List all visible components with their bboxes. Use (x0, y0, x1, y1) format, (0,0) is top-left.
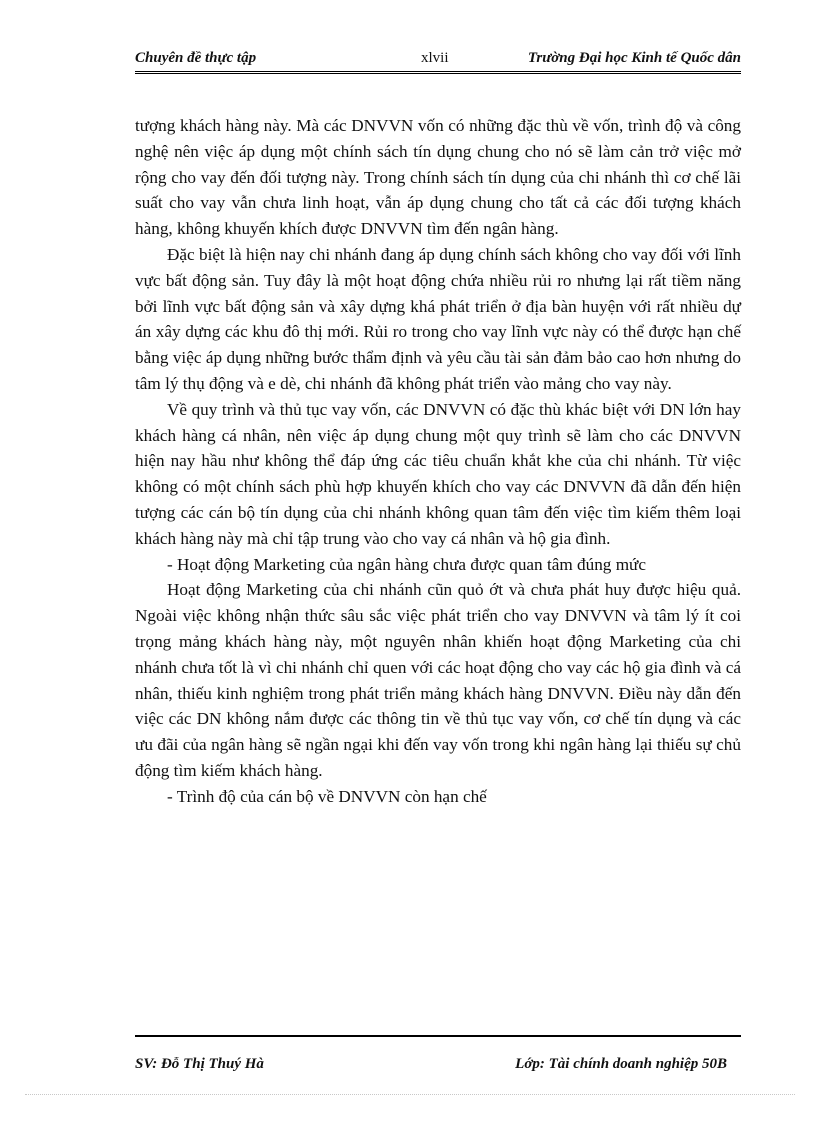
footer-divider (135, 1035, 741, 1037)
paragraph-marketing: Hoạt động Marketing của chi nhánh cũn quỏ ớt và chưa phát huy được hiệu quả. Ngoài việc không nhận thức sâu sắc việc phát triển cho vay DNVVN và tâm lý ít coi trọng mảng khách hàng này, một nguyên nhân khiến hoạt động Marketing của chi nhánh chưa tốt là vì chi nhánh chỉ quen với các hoạt động cho vay các hộ gia đình và cá nhân, thiếu kinh nghiệm trong phát triển mảng khách hàng DNVVN. Điều này dẫn đến việc các DN không nắm được các thông tin về thủ tục vay vốn, cơ chế tín dụng và các ưu đãi của ngân hàng sẽ ngần ngại khi đến vay vốn trong khi ngân hàng lại thiếu sự chủ động tìm kiếm khách hàng. (135, 580, 741, 780)
page-bottom-dotted-line (25, 1094, 795, 1095)
page-header (135, 46, 741, 70)
header-university: Trường Đại học Kinh tế Quốc dân (527, 50, 741, 66)
page-footer (135, 1056, 741, 1078)
bullet-staff-heading: - Trình độ của cán bộ về DNVVN còn hạn chế (167, 786, 487, 806)
footer-student-name: SV: Đỗ Thị Thuý Hà (135, 1056, 264, 1072)
paragraph-real-estate: Đặc biệt là hiện nay chi nhánh đang áp dụng chính sách không cho vay đối với lĩnh vực bất động sản. Tuy đây là một hoạt động chứa nhiều rủi ro nhưng lại rất tiềm năng bởi lĩnh vực bất động sản và xây dựng khá phát triển ở địa bàn huyện với rất nhiều dự án xây dựng các khu đô thị mới. Rủi ro trong cho vay lĩnh vực này có thể được hạn chế bằng việc áp dụng những bước thẩm định và yêu cầu tài sản đảm bảo cao hơn nhưng do tâm lý thụ động và e dè, chi nhánh đã không phát triển vào mảng cho vay này. (135, 244, 741, 393)
bullet-marketing-heading: - Hoạt động Marketing của ngân hàng chưa được quan tâm đúng mức (167, 554, 647, 574)
header-report-title: Chuyên đề thực tập (135, 50, 257, 66)
paragraph-continuation: tượng khách hàng này. Mà các DNVVN vốn có những đặc thù về vốn, trình độ và công nghệ nên việc áp dụng một chính sách tín dụng chung cho nó sẽ làm cản trở việc mở rộng cho vay đến đối tượng này. Trong chính sách tín dụng của chi nhánh thì cơ chế lãi suất cho vay vẫn chưa linh hoạt, vẫn áp dụng chung cho tất cả các đối tượng khách hàng, không khuyến khích được DNVVN tìm đến ngân hàng. (135, 116, 741, 239)
footer-class-name: Lớp: Tài chính doanh nghiệp 50B (515, 1056, 727, 1072)
header-page-number: xlvii (421, 50, 449, 66)
header-divider-secondary (135, 73, 741, 74)
header-divider (135, 71, 741, 72)
document-body (135, 113, 741, 810)
paragraph-loan-procedure: Về quy trình và thủ tục vay vốn, các DNVVN có đặc thù khác biệt với DN lớn hay khách hàng cá nhân, nên việc áp dụng chung một quy trình sẽ làm cho các DNVVN hiện nay hầu như không thể đáp ứng các tiêu chuẩn khắt khe của chi nhánh. Từ việc không có một chính sách phù hợp khuyến khích cho vay các DNVVN đã dẫn đến hiện tượng các cán bộ tín dụng của chi nhánh không quan tâm đến việc tìm kiếm thêm loại khách hàng này mà chỉ tập trung vào cho vay cá nhân và hộ gia đình. (135, 399, 741, 548)
